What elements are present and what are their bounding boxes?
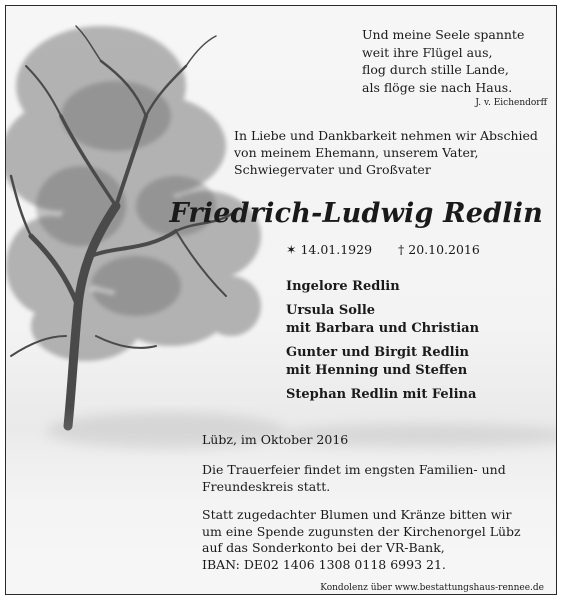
donation-request: Statt zugedachter Blumen und Kränze bitten wir um eine Spende zugunsten der Kirchenorgel Lübz auf das Sonderkonto bei der VR-Bank, IBAN: DE02 1406 1308 0118 6993 21. bbox=[202, 507, 521, 572]
death-date: † 20.10.2016 bbox=[398, 242, 480, 257]
notice-frame bbox=[5, 5, 557, 595]
condolence-link[interactable]: Kondolenz über www.bestattungshaus-rennee.de bbox=[320, 583, 544, 593]
farewell-intro: In Liebe und Dankbarkeit nehmen wir Abschied von meinem Ehemann, unserem Vater, Schwiegervater und Großvater bbox=[234, 128, 538, 178]
mourner-entry: Stephan Redlin mit Felina bbox=[286, 386, 477, 402]
poem-verse: Und meine Seele spannte weit ihre Flügel aus, flog durch stille Lande, als flöge sie nach Haus. bbox=[362, 27, 525, 95]
birth-date: ✶ 14.01.1929 bbox=[286, 242, 373, 257]
mourners-list bbox=[286, 278, 479, 409]
deceased-name: Friedrich-Ludwig Redlin bbox=[169, 198, 543, 229]
funeral-service-note: Die Trauerfeier findet im engsten Familien- und Freundeskreis statt. bbox=[202, 462, 506, 494]
mourner-entry: Gunter und Birgit Redlin mit Henning und Steffen bbox=[286, 344, 470, 378]
mourner-entry: Ursula Solle mit Barbara und Christian bbox=[286, 302, 480, 336]
life-dates bbox=[286, 242, 502, 258]
mourner-entry: Ingelore Redlin bbox=[286, 279, 400, 294]
place-and-date: Lübz, im Oktober 2016 bbox=[202, 432, 349, 447]
poem-author: J. v. Eichendorff bbox=[475, 98, 547, 108]
